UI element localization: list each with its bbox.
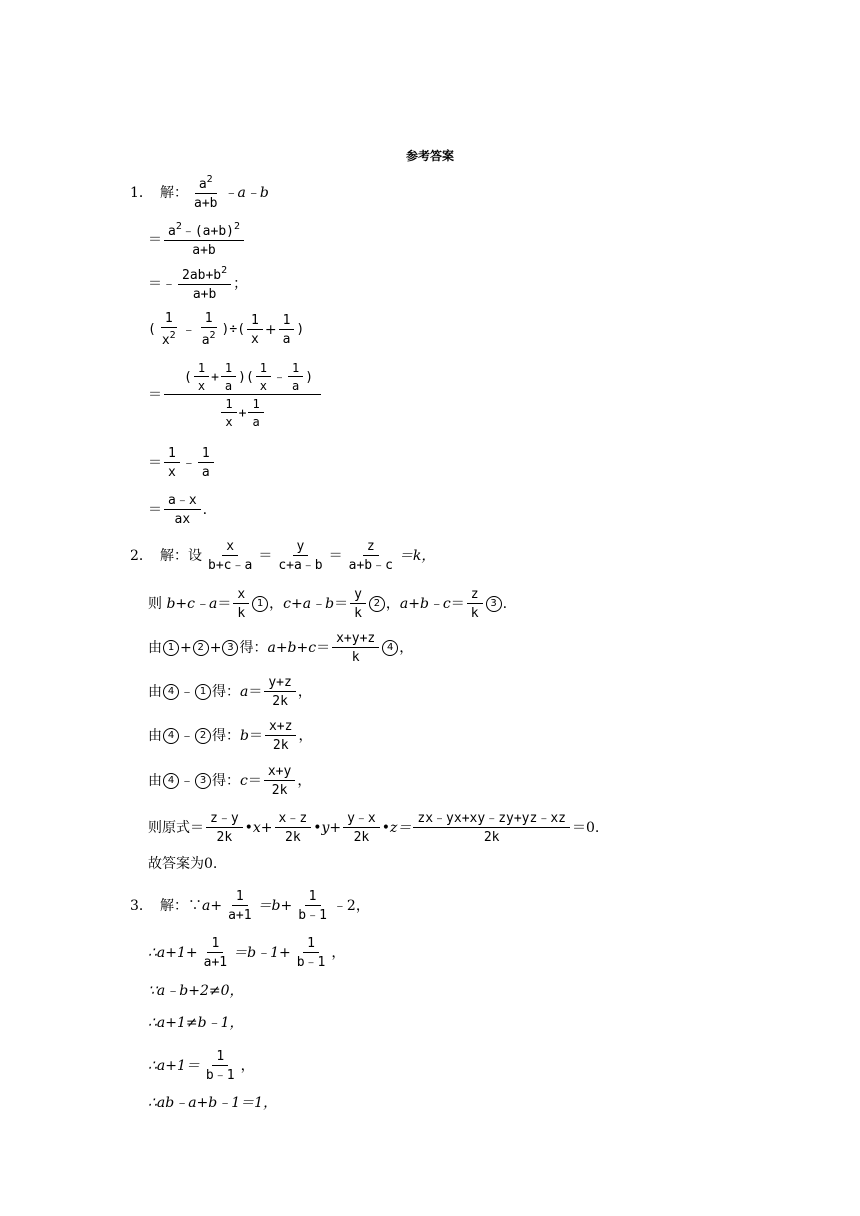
problem-number: 2． — [130, 548, 153, 564]
expression: ﹣a﹣b — [223, 184, 269, 201]
p1-line-1 — [130, 175, 269, 210]
p1-line-4: ( $\frac{1}{x^2}$ ﹣ $\frac{1}{a^2}$ )÷( $\frac{1}{x}$ + $\frac{1}{a}$ ) — [148, 311, 305, 348]
page-title: 参考答案 — [405, 149, 454, 163]
p2-line-4: 由 4 ﹣ 1 得： a ＝ $\frac{y+z}{2k}$ ， — [148, 675, 312, 709]
p2-line-2: 则 b+c﹣a ＝ $\frac{x}{k}$ 1 ， c+a﹣b ＝ $\frac{y}{k}$ 2 ， a+b﹣c ＝ $\frac{z}{k}$ 3 . — [148, 587, 508, 621]
p1-line-5: ＝ ( $\frac{1}{x}$ + $\frac{1}{a}$ )( $\frac{1}{x}$ ﹣ $\frac{1}{a}$ ) $\frac{1}{x}$ + $\frac{1}{a}$ — [148, 362, 323, 428]
circled-number: 1 — [252, 596, 268, 612]
p1-line-2: ＝ $\frac{a^2﹣(a+b)^2}{a+b}$ — [148, 222, 246, 257]
p2-line-7: 则原式＝ $\frac{z﹣y}{2k}$ •x+ $\frac{x﹣z}{2k}$ •y+ $\frac{y﹣x}{2k}$ •z＝ $\frac{zx﹣yx+xy﹣zy+yz﹣xz}{2k}$ ＝0. — [148, 811, 600, 845]
p1-line-7: ＝ $\frac{a﹣x}{ax}$ . — [148, 493, 208, 527]
p3-line-2: ∴a+1+ $\frac{1}{a+1}$ ＝b﹣1+ $\frac{1}{b﹣1}$ ， — [148, 936, 346, 970]
p2-line-1: 2． 解：设 $\frac{x}{b+c﹣a}$ ＝ $\frac{y}{c+a﹣b}$ ＝ $\frac{z}{a+b﹣c}$ ＝k， — [130, 539, 436, 573]
p1-line-6: ＝ $\frac{1}{x}$ ﹣ $\frac{1}{a}$ — [148, 447, 216, 479]
fraction: $\frac{a^2﹣(a+b)^2}{a+b}$ — [164, 222, 244, 257]
p2-line-5: 由 4 ﹣ 2 得： b ＝ $\frac{x+z}{2k}$ ， — [148, 719, 313, 753]
p3-line-1: 3． 解：∵ a+ $\frac{1}{a+1}$ ＝b+ $\frac{1}{b﹣1}$ ﹣2， — [130, 889, 370, 923]
p3-line-6: ∴ab﹣a+b﹣1＝1， — [148, 1095, 278, 1111]
p3-line-3: ∵a﹣b+2≠0， — [148, 983, 244, 999]
fraction: $\frac{a^2}{a+b}$ — [194, 174, 218, 211]
p2-line-8: 故答案为0. — [148, 856, 218, 872]
p1-line-3: ＝﹣ $\frac{2ab+b^2}{a+b}$ ； — [148, 265, 248, 302]
circled-number: 3 — [486, 596, 502, 612]
p3-line-5: ∴a+1＝ $\frac{1}{b﹣1}$ ， — [148, 1049, 255, 1083]
compound-fraction: ( $\frac{1}{x}$ + $\frac{1}{a}$ )( $\frac{1}{x}$ ﹣ $\frac{1}{a}$ ) $\frac{1}{x}$ + $\frac{1}{a}$ — [164, 362, 321, 428]
problem-number: 1． — [130, 184, 153, 201]
fraction: $\frac{2ab+b^2}{a+b}$ — [178, 266, 231, 301]
p3-line-4: ∴a+1≠b﹣1， — [148, 1015, 244, 1031]
problem-number: 3． — [130, 898, 153, 914]
p2-line-3: 由 1 + 2 + 3 得： a+b+c ＝ $\frac{x+y+z}{k}$ 4 ， — [148, 631, 414, 665]
solution-lead: 解： — [160, 184, 188, 201]
circled-number: 2 — [369, 596, 385, 612]
p2-line-6: 由 4 ﹣ 3 得： c ＝ $\frac{x+y}{2k}$ ， — [148, 764, 312, 798]
